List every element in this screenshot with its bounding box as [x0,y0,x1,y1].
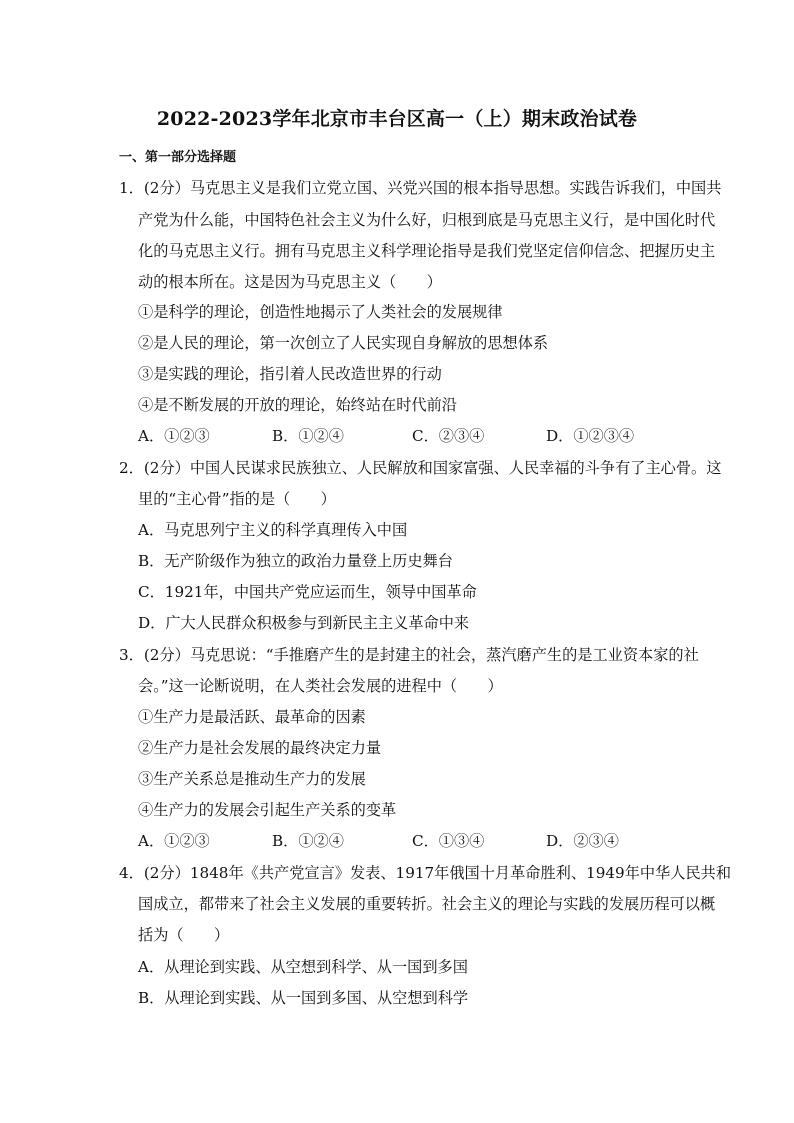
q3-statement-3: ③生产关系总是推动生产力的发展 [138,770,366,788]
q1-stem-line-2: 产党为什么能，中国特色社会主义为什么好，归根到底是马克思主义行，是中国化时代 [138,211,716,229]
q1-stem-line-4: 动的根本所在。这是因为马克思主义（ ） [138,273,442,291]
q2-stem-line-1: 2．(2分）中国人民谋求民族独立、人民解放和国家富强、人民幸福的斗争有了主心骨。这 [119,459,722,477]
page-title: 2022-2023学年北京市丰台区高一（上）期末政治试卷 [156,108,638,130]
q1-option-b[interactable]: B．①②④ [272,427,344,445]
q1-option-a[interactable]: A．①②③ [138,427,210,445]
q3-statement-2: ②生产力是社会发展的最终决定力量 [138,739,381,757]
q1-option-d[interactable]: D．①②③④ [546,427,635,445]
q2-option-d[interactable]: D．广大人民群众积极参与到新民主主义革命中来 [138,614,470,632]
q4-stem-line-2: 国成立，都带来了社会主义发展的重要转折。社会主义的理论与实践的发展历程可以概 [138,895,716,913]
q4-option-b[interactable]: B．从理论到实践、从一国到多国、从空想到科学 [138,989,469,1007]
q2-option-c[interactable]: C．1921年，中国共产党应运而生，领导中国革命 [138,583,477,601]
q3-stem-line-1: 3．(2分）马克思说：“手推磨产生的是封建主的社会，蒸汽磨产生的是工业资本家的社 [119,646,699,664]
q1-stem-line-3: 化的马克思主义行。拥有马克思主义科学理论指导是我们党坚定信仰信念、把握历史主 [138,242,716,260]
q2-option-b[interactable]: B．无产阶级作为独立的政治力量登上历史舞台 [138,552,453,570]
q3-option-a[interactable]: A．①②③ [138,832,210,850]
q3-stem-line-2: 会。”这一论断说明，在人类社会发展的进程中（ ） [138,677,503,695]
q1-statement-4: ④是不断发展的开放的理论，始终站在时代前沿 [138,396,457,414]
q2-stem-line-2: 里的“主心骨”指的是（ ） [138,490,336,508]
q1-option-c[interactable]: C．②③④ [412,427,485,445]
q4-option-a[interactable]: A．从理论到实践、从空想到科学、从一国到多国 [138,958,468,976]
q1-statement-2: ②是人民的理论，第一次创立了人民实现自身解放的思想体系 [138,334,549,352]
q1-stem-line-1: 1．(2分）马克思主义是我们立党立国、兴党兴国的根本指导思想。实践告诉我们，中国共 [119,179,722,197]
q4-stem-line-3: 括为（ ） [138,926,230,944]
q2-option-a[interactable]: A．马克思列宁主义的科学真理传入中国 [138,521,408,539]
q3-option-d[interactable]: D．②③④ [546,832,619,850]
section-heading: 一、第一部分选择题 [119,150,237,165]
q3-statement-4: ④生产力的发展会引起生产关系的变革 [138,801,397,819]
q1-statement-1: ①是科学的理论，创造性地揭示了人类社会的发展规律 [138,303,503,321]
q3-option-b[interactable]: B．①②④ [272,832,344,850]
q4-stem-line-1: 4．(2分）1848年《共产党宣言》发表、1917年俄国十月革命胜利、1949年中华人民共和 [119,864,732,882]
q1-statement-3: ③是实践的理论，指引着人民改造世界的行动 [138,365,442,383]
q3-option-c[interactable]: C．①③④ [412,832,485,850]
q3-statement-1: ①生产力是最活跃、最革命的因素 [138,708,366,726]
